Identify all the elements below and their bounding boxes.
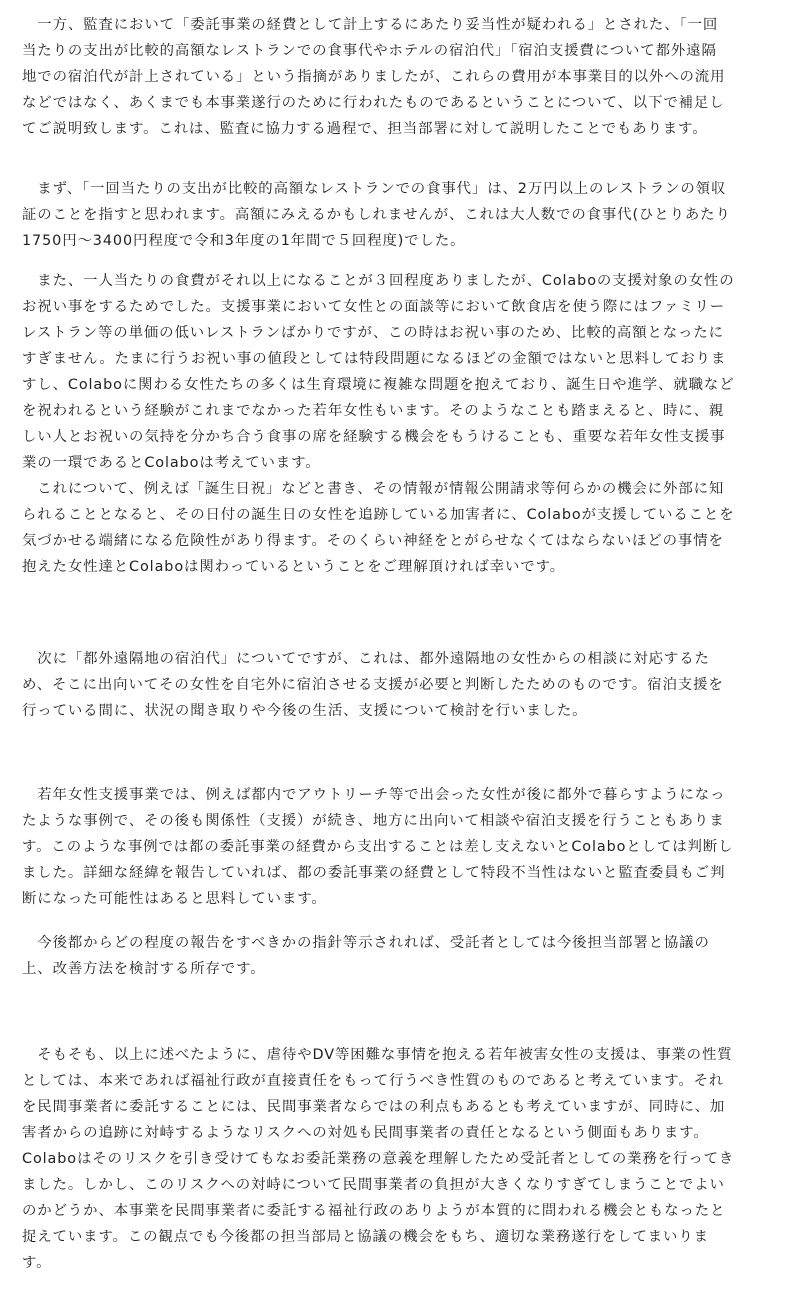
text-line: を民間事業者に委託することには、民間事業者ならではの利点もあるとも考えていますが、同時に、加 <box>22 1099 726 1115</box>
text-line: 証のことを指すと思われます。高額にみえるかもしれませんが、これは大人数での食事代(ひとりあたり <box>22 207 731 223</box>
text-line: ました。しかし、このリスクへの対峙について民間事業者の負担が大きくなりすぎてしまうことでよい <box>22 1177 725 1193</box>
text-line: 一方、監査において「委託事業の経費として計上するにあたり妥当性が疑われる」とされた、「一回 <box>22 17 719 33</box>
text-line: そもそも、以上に述べたように、虐待やDV等困難な事情を抱える若年被害女性の支援は、事業の性質 <box>22 1047 733 1063</box>
text-line: しい人とお祝いの気持を分かち合う食事の席を経験する機会をもうけることも、重要な若年女性支援事 <box>22 429 726 445</box>
text-line: 業の一環であるとColaboは考えています。 <box>22 455 321 471</box>
text-line: 断になった可能性はあると思料しています。 <box>22 891 327 907</box>
text-line: などではなく、あくまでも本事業遂行のために行われたものであるということについて、以下で補足し <box>22 95 725 111</box>
text-line: 若年女性支援事業では、例えば都内でアウトリーチ等で出会った女性が後に都外で暮らすようになっ <box>22 787 726 803</box>
text-line: す。 <box>22 1255 52 1271</box>
text-line: お祝い事をするためでした。支援事業において女性との面談等において飲食店を使う際にはファミリー <box>22 299 726 315</box>
text-line: すし、Colaboに関わる女性たちの多くは生育環境に複雑な問題を抱えており、誕生日や進学、就職など <box>22 377 735 393</box>
text-line: 地での宿泊代が計上されている」という指摘がありましたが、これらの費用が本事業目的以外への流用 <box>22 69 726 85</box>
text-line: また、一人当たりの食費がそれ以上になることが３回程度ありましたが、Colaboの支援対象の女性の <box>22 273 735 289</box>
text-line: 害者からの追跡に対峙するようなリスクへの対処も民間事業者の責任となるという側面もあります。 <box>22 1125 709 1141</box>
text-line: すぎません。たまに行うお祝い事の値段としては特段問題になるほどの金額ではないと思料しておりま <box>22 351 727 367</box>
text-line: まず、「一回当たりの支出が比較的高額なレストランでの食事代」は、2万円以上のレストランの領収 <box>22 181 727 197</box>
text-line: レストラン等の単価の低いレストランばかりですが、この時はお祝い事のため、比較的高額となったに <box>22 325 724 341</box>
text-line: てご説明致します。これは、監査に協力する過程で、担当部署に対して説明したことでもあります。 <box>22 121 708 137</box>
text-line: られることとなると、その日付の誕生日の女性を追跡している加害者に、Colaboが支援していることを <box>22 507 735 523</box>
text-line: Colaboはそのリスクを引き受けてもなお委託業務の意義を理解したため受託者としての業務を行ってき <box>22 1151 735 1167</box>
text-line: たような事例で、その後も関係性（支援）が続き、地方に出向いて相談や宿泊支援を行うこともありま <box>22 813 725 829</box>
text-line: 上、改善方法を検討する所存です。 <box>22 961 266 977</box>
text-line: め、そこに出向いてその女性を自宅外に宿泊させる支援が必要と判断したためのものです。宿泊支援を <box>22 677 724 693</box>
text-line: を祝われるという経験がこれまでなかった若年女性もいます。そのようなことも踏まえると、時に、親 <box>22 403 725 419</box>
text-line: のかどうか、本事業を民間事業者に委託する福祉行政のありようが本質的に問われる機会ともなったと <box>22 1203 726 1219</box>
text-line: 気づかせる端緒になる危険性があり得ます。そのくらい神経をとがらせなくてはならないほどの事情を <box>22 533 724 549</box>
text-line: 捉えています。この観点でも今後都の担当部局と協議の機会をもち、適切な業務遂行をしてまいりま <box>22 1229 709 1245</box>
text-line: ました。詳細な経緯を報告していれば、都の委託事業の経費として特段不当性はないと監査委員もご判 <box>22 865 726 881</box>
text-line: としては、本来であれば福祉行政が直接責任をもって行うべき性質のものであると考えています。それ <box>22 1073 725 1089</box>
text-line: 今後都からどの程度の報告をすべきかの指針等示されれば、受託者としては今後担当部署と協議の <box>22 935 710 951</box>
text-line: 1750円～3400円程度で令和3年度の1年間で５回程度)でした。 <box>22 233 466 249</box>
text-line: これについて、例えば「誕生日祝」などと書き、その情報が情報公開請求等何らかの機会に外部に知 <box>22 481 725 497</box>
text-line: 次に「都外遠隔地の宿泊代」についてですが、これは、都外遠隔地の女性からの相談に対応するた <box>22 651 710 667</box>
text-line: 当たりの支出が比較的高額なレストランでの食事代やホテルの宿泊代」「宿泊支援費について都外遠隔 <box>22 43 717 59</box>
text-line: す。このような事例では都の委託事業の経費から支出することは差し支えないとColaboとしては判断し <box>22 839 734 855</box>
text-line: 行っている間に、状況の聞き取りや今後の生活、支援について検討を行いました。 <box>22 703 588 719</box>
text-line: 抱えた女性達とColaboは関わっているということをご理解頂ければ幸いです。 <box>22 559 566 575</box>
